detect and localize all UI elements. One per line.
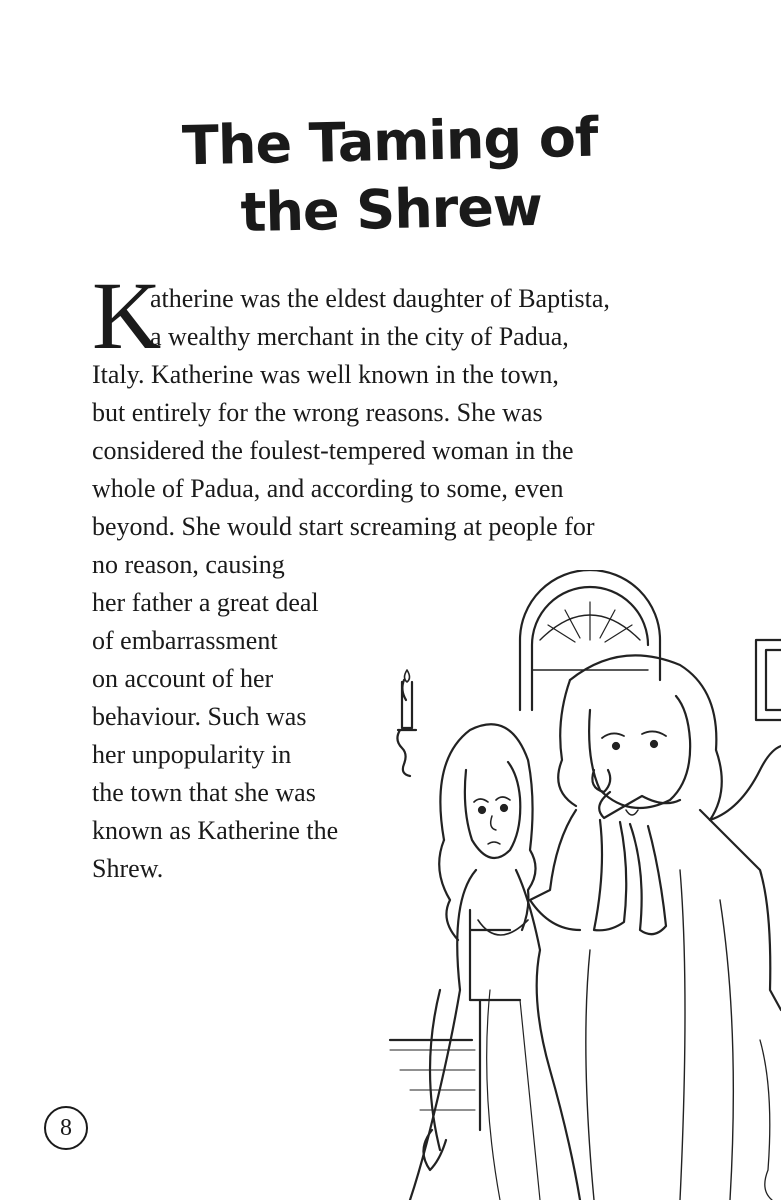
drop-cap: K <box>92 262 162 369</box>
chapter-title-line-1: The Taming of <box>181 105 599 178</box>
body-line-1: atherine was the eldest daughter of Baptista, <box>150 284 610 313</box>
body-line-6: whole of Padua, and according to some, even <box>92 474 564 503</box>
body-line-8: no reason, causing <box>92 550 285 579</box>
body-line-5: considered the foulest-tempered woman in the <box>92 436 574 465</box>
body-line-2: a wealthy merchant in the city of Padua, <box>150 322 569 351</box>
body-line-12: behaviour. Such was <box>92 702 307 731</box>
chapter-title-line-2: the Shrew <box>239 174 543 245</box>
body-line-13: her unpopularity in <box>92 740 292 769</box>
body-line-9: her father a great deal <box>92 588 319 617</box>
body-line-11: on account of her <box>92 664 274 693</box>
body-line-14: the town that she was <box>92 778 316 807</box>
body-line-10: of embarrassment <box>92 626 278 655</box>
illustration-katherine-and-baptista <box>380 570 781 1200</box>
body-line-3: Italy. Katherine was well known in the town, <box>92 360 559 389</box>
body-line-15: known as Katherine the <box>92 816 339 845</box>
page-number: 8 <box>44 1106 88 1150</box>
body-line-7: beyond. She would start screaming at people for <box>92 512 595 541</box>
chapter-title <box>0 100 781 252</box>
body-line-16: Shrew. <box>92 854 164 883</box>
body-line-4: but entirely for the wrong reasons. She was <box>92 398 543 427</box>
